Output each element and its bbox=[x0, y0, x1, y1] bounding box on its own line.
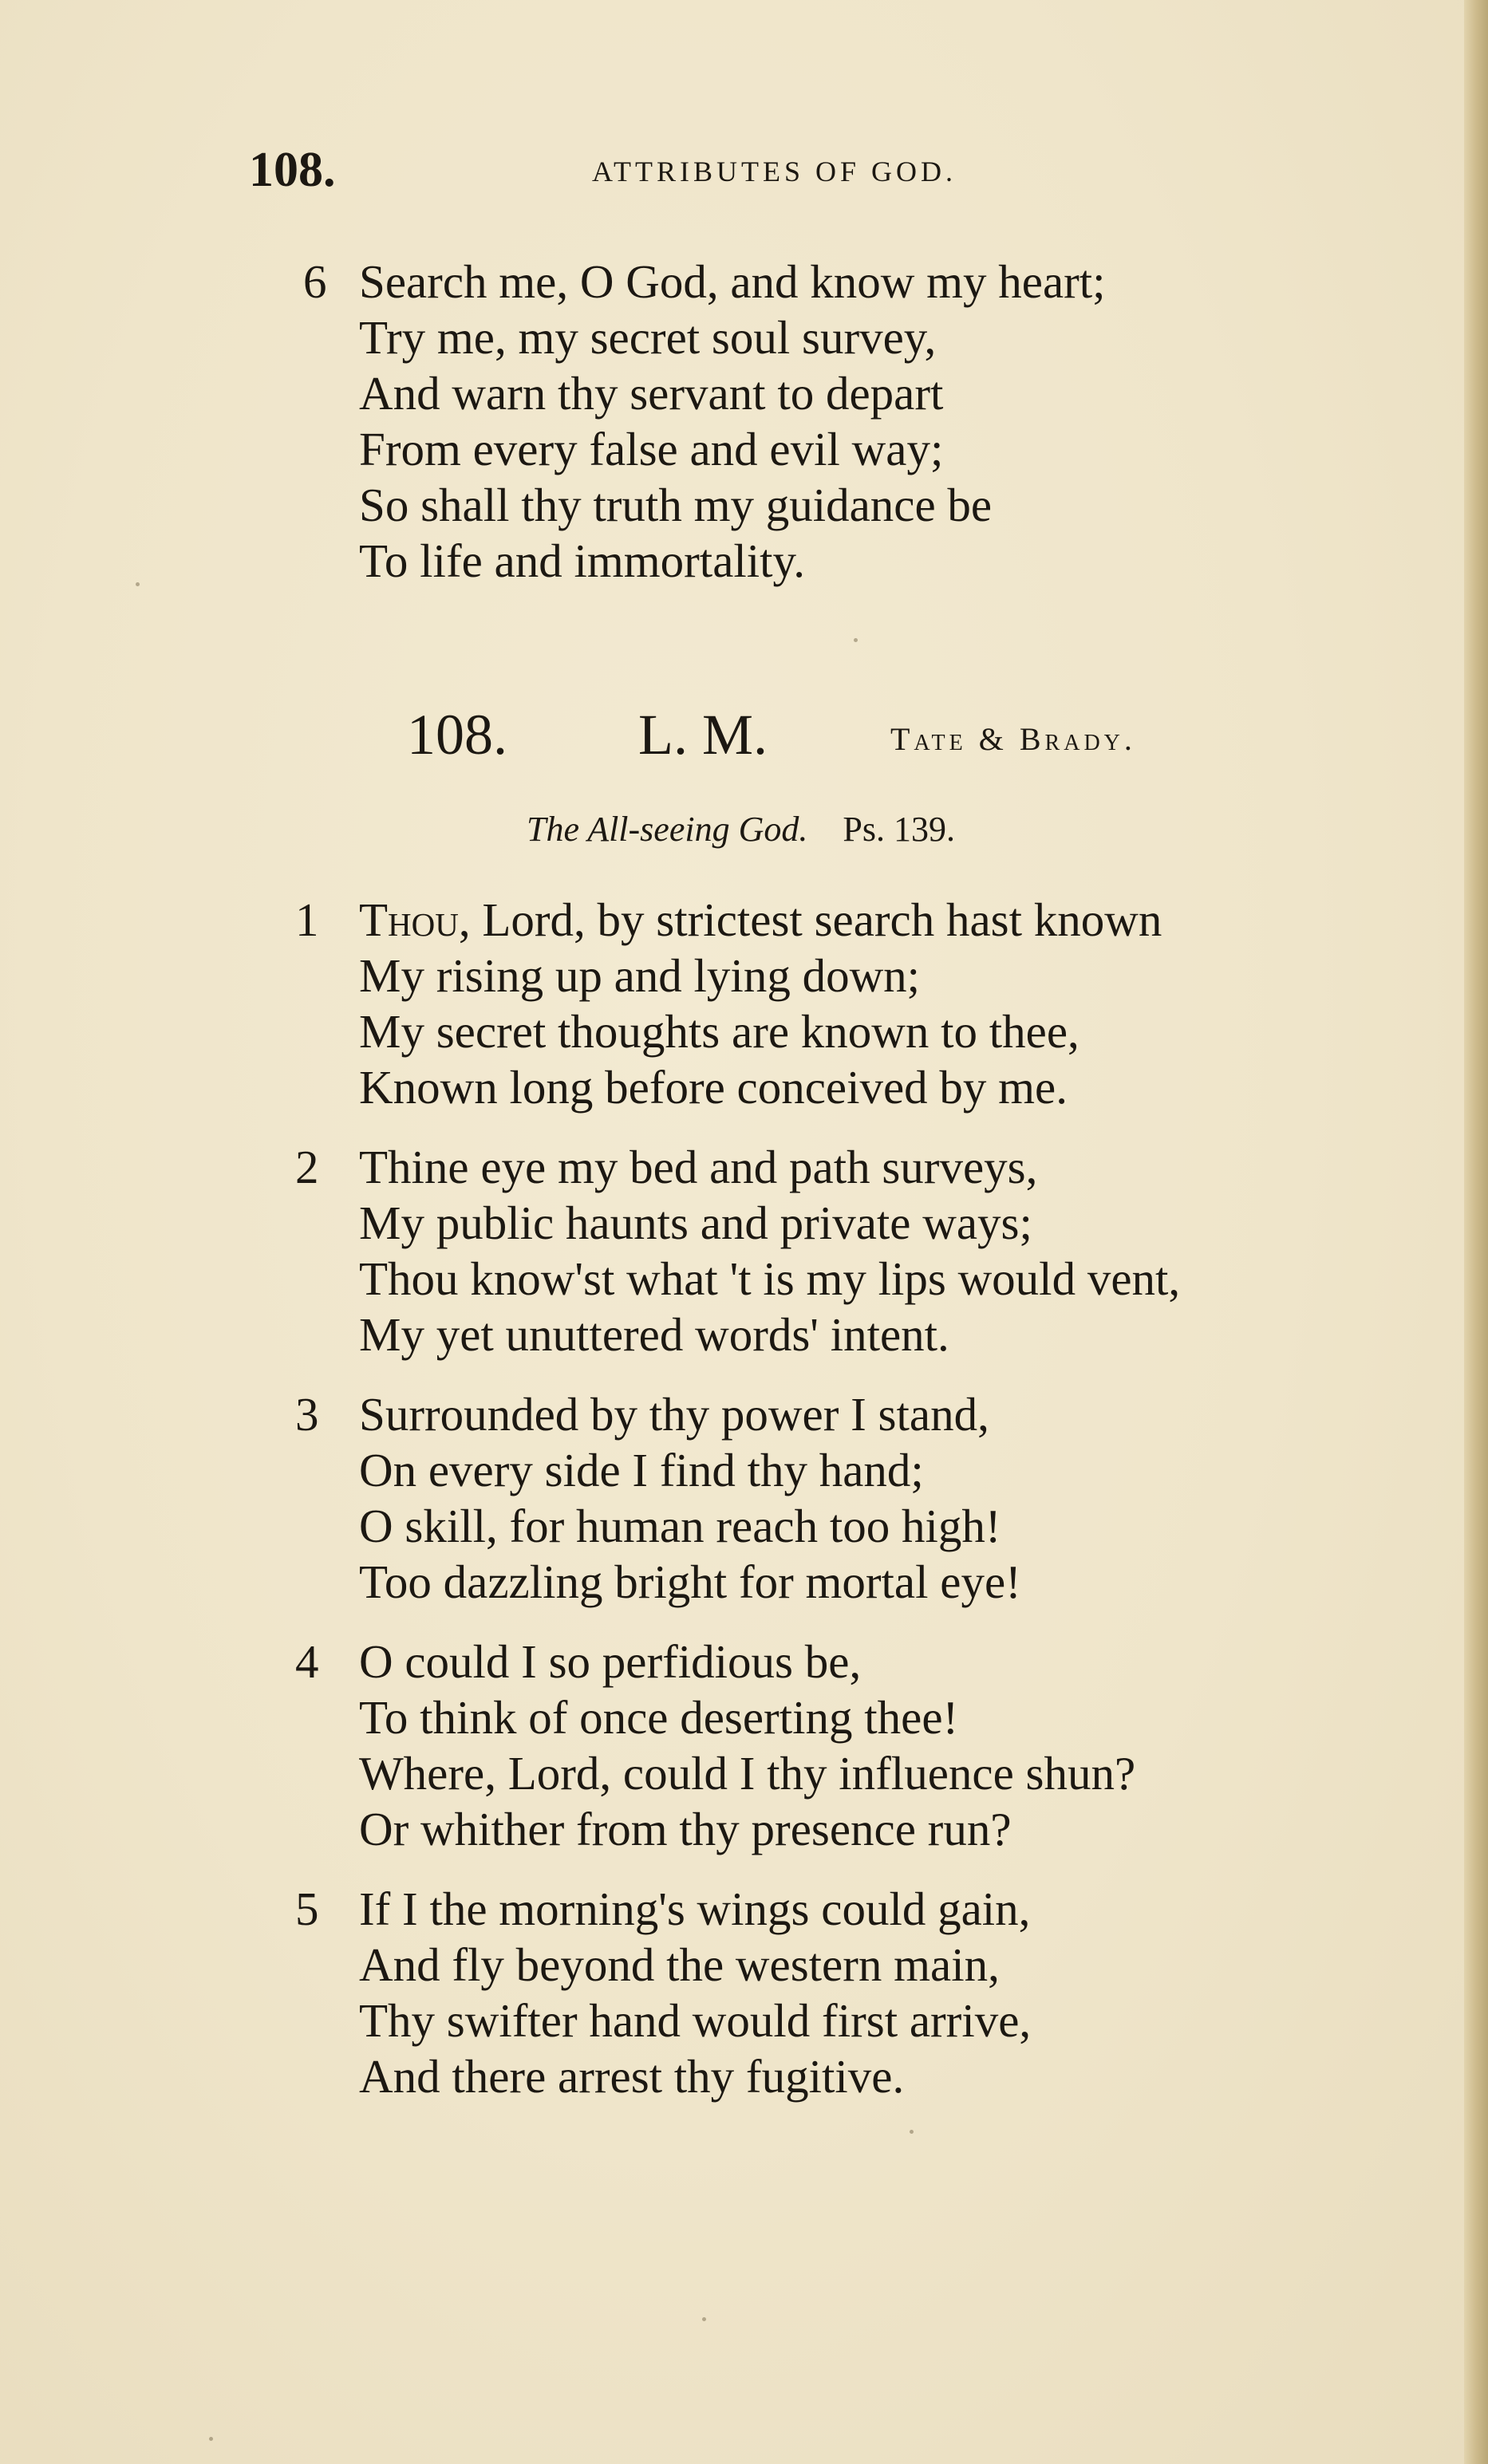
stanza-number: 2 bbox=[295, 1141, 319, 1193]
verse-line: My rising up and lying down; bbox=[359, 949, 921, 1002]
verse-line: On every side I find thy hand; bbox=[359, 1444, 924, 1496]
paper-speck bbox=[209, 2437, 213, 2441]
hymn-subtitle bbox=[527, 806, 955, 854]
first-line-rest: Lord, by strictest search hast known bbox=[470, 893, 1162, 946]
hymn-author: Tate & Brady. bbox=[890, 721, 1136, 757]
verse-line: O could I so perfidious be, bbox=[359, 1635, 862, 1688]
stanza-number: 5 bbox=[295, 1882, 319, 1935]
verse-line: Too dazzling bright for mortal eye! bbox=[359, 1555, 1021, 1608]
page-number: 108. bbox=[249, 143, 336, 197]
verse-line: And there arrest thy fugitive. bbox=[359, 2050, 905, 2103]
hymn-number: 108. bbox=[407, 703, 507, 767]
running-head bbox=[249, 142, 1079, 198]
verse-line: My yet unuttered words' intent. bbox=[359, 1308, 949, 1361]
stanza-number: 4 bbox=[295, 1635, 319, 1688]
verse-line bbox=[359, 892, 1162, 948]
paper-speck bbox=[854, 638, 858, 642]
stanza-number: 1 bbox=[295, 893, 319, 946]
stanza-number: 6 bbox=[303, 255, 327, 308]
page-edge bbox=[1464, 0, 1488, 2464]
verse-line: Thou know'st what 't is my lips would vent, bbox=[359, 1252, 1181, 1305]
verse-line: Or whither from thy presence run? bbox=[359, 1803, 1012, 1855]
scripture-reference: Ps. 139. bbox=[843, 810, 955, 849]
paper-speck bbox=[910, 2130, 914, 2134]
hymn-meter: L. M. bbox=[638, 703, 768, 767]
verse-line: Where, Lord, could I thy influence shun? bbox=[359, 1747, 1136, 1800]
verse-line: To life and immortality. bbox=[359, 534, 805, 587]
verse-line: Try me, my secret soul survey, bbox=[359, 311, 937, 364]
verse-line: My secret thoughts are known to thee, bbox=[359, 1005, 1079, 1058]
verse-line: Search me, O God, and know my heart; bbox=[359, 255, 1106, 308]
verse-line: To think of once deserting thee! bbox=[359, 1691, 959, 1744]
verse-line: And fly beyond the western main, bbox=[359, 1938, 1000, 1991]
verse-line: Surrounded by thy power I stand, bbox=[359, 1388, 989, 1441]
verse-line: Thy swifter hand would first arrive, bbox=[359, 1994, 1032, 2047]
verse-line: O skill, for human reach too high! bbox=[359, 1500, 1001, 1552]
paper-speck bbox=[702, 2317, 706, 2321]
verse-line: If I the morning's wings could gain, bbox=[359, 1882, 1031, 1935]
paper-speck bbox=[136, 582, 140, 586]
first-word: Thou, bbox=[359, 893, 471, 946]
verse-line: And warn thy servant to depart bbox=[359, 367, 944, 420]
verse-line: My public haunts and private ways; bbox=[359, 1197, 1032, 1249]
stanza-number: 3 bbox=[295, 1388, 319, 1441]
verse-line: So shall thy truth my guidance be bbox=[359, 479, 993, 531]
header-title: ATTRIBUTES OF GOD. bbox=[592, 156, 957, 187]
hymn-heading bbox=[407, 699, 1285, 771]
verse-line: Thine eye my bed and path surveys, bbox=[359, 1141, 1038, 1193]
verse-line: From every false and evil way; bbox=[359, 423, 944, 475]
subtitle-title: The All-seeing God. bbox=[527, 810, 808, 849]
verse-line: Known long before conceived by me. bbox=[359, 1061, 1068, 1114]
